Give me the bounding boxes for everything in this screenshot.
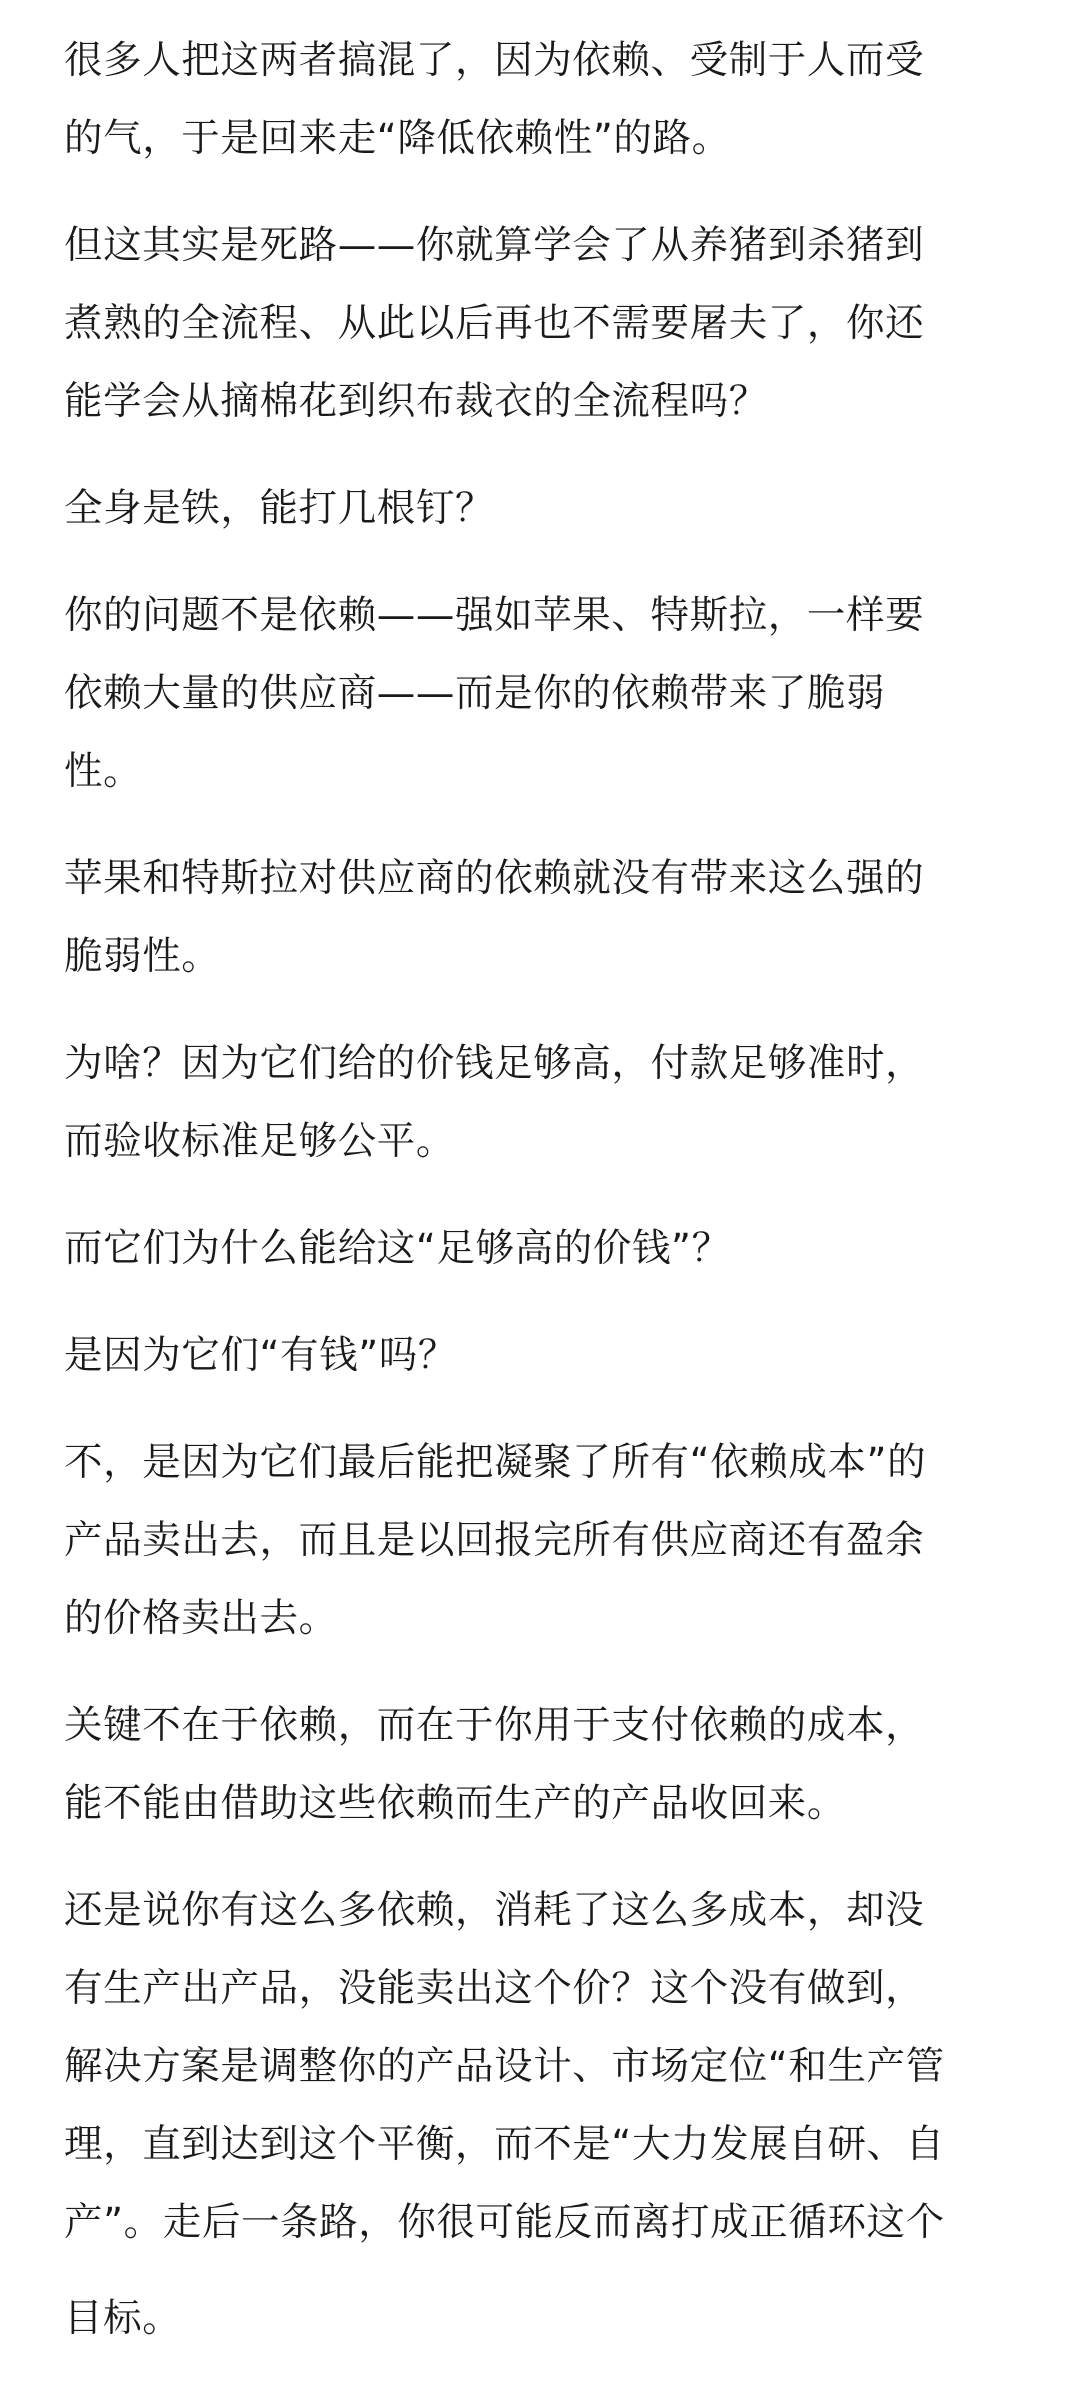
text-line: 全身是铁，能打几根钉？ — [64, 486, 495, 531]
text-line: 能不能由借助这些依赖而生产的产品收回来。 — [64, 1781, 847, 1826]
paragraph-7 — [64, 1210, 1024, 1288]
line-gap — [64, 2262, 1024, 2280]
article-body — [64, 22, 1024, 2387]
text-line: 还是说你有这么多依赖，消耗了这么多成本，却没 — [64, 1888, 925, 1933]
paragraph-8 — [64, 1317, 1024, 1395]
paragraph-5 — [64, 840, 1024, 996]
paragraph-10 — [64, 1687, 1024, 1843]
text-line: 是因为它们“有钱”吗？ — [64, 1333, 457, 1378]
text-line: 理，直到达到这个平衡，而不是“大力发展自研、自 — [64, 2122, 945, 2167]
text-line: 的气，于是回来走“降低依赖性”的路。 — [64, 116, 731, 161]
text-line: 你的问题不是依赖——强如苹果、特斯拉，一样要 — [64, 593, 925, 638]
text-line: 有生产出产品，没能卖出这个价？这个没有做到， — [64, 1966, 925, 2011]
text-line: 而它们为什么能给这“足够高的价钱”？ — [64, 1226, 731, 1271]
text-line: 目标。 — [64, 2296, 182, 2341]
text-line: 的价格卖出去。 — [64, 1596, 338, 1641]
text-line: 性。 — [64, 749, 143, 794]
paragraph-4 — [64, 577, 1024, 811]
paragraph-6 — [64, 1025, 1024, 1181]
text-line: 能学会从摘棉花到织布裁衣的全流程吗？ — [64, 379, 768, 424]
text-line: 但这其实是死路——你就算学会了从养猪到杀猪到 — [64, 223, 925, 268]
text-line: 不，是因为它们最后能把凝聚了所有“依赖成本”的 — [64, 1440, 927, 1485]
text-line: 煮熟的全流程、从此以后再也不需要屠夫了，你还 — [64, 301, 925, 346]
paragraph-9 — [64, 1424, 1024, 1658]
text-line: 为啥？因为它们给的价钱足够高，付款足够准时， — [64, 1041, 925, 1086]
paragraph-2 — [64, 207, 1024, 441]
text-line: 脆弱性。 — [64, 934, 221, 979]
paragraph-3 — [64, 470, 1024, 548]
text-line: 而验收标准足够公平。 — [64, 1119, 456, 1164]
paragraph-1 — [64, 22, 1024, 178]
text-line: 产”。走后一条路，你很可能反而离打成正循环这个 — [64, 2200, 945, 2245]
text-line: 很多人把这两者搞混了，因为依赖、受制于人而受 — [64, 38, 925, 83]
text-line: 产品卖出去，而且是以回报完所有供应商还有盈余 — [64, 1518, 925, 1563]
text-line: 苹果和特斯拉对供应商的依赖就没有带来这么强的 — [64, 856, 925, 901]
text-line: 解决方案是调整你的产品设计、市场定位“和生产管 — [64, 2044, 945, 2089]
paragraph-12 — [64, 2280, 1024, 2358]
paragraph-11 — [64, 1872, 1024, 2262]
text-line: 关键不在于依赖，而在于你用于支付依赖的成本， — [64, 1703, 925, 1748]
text-line: 依赖大量的供应商——而是你的依赖带来了脆弱 — [64, 671, 886, 716]
